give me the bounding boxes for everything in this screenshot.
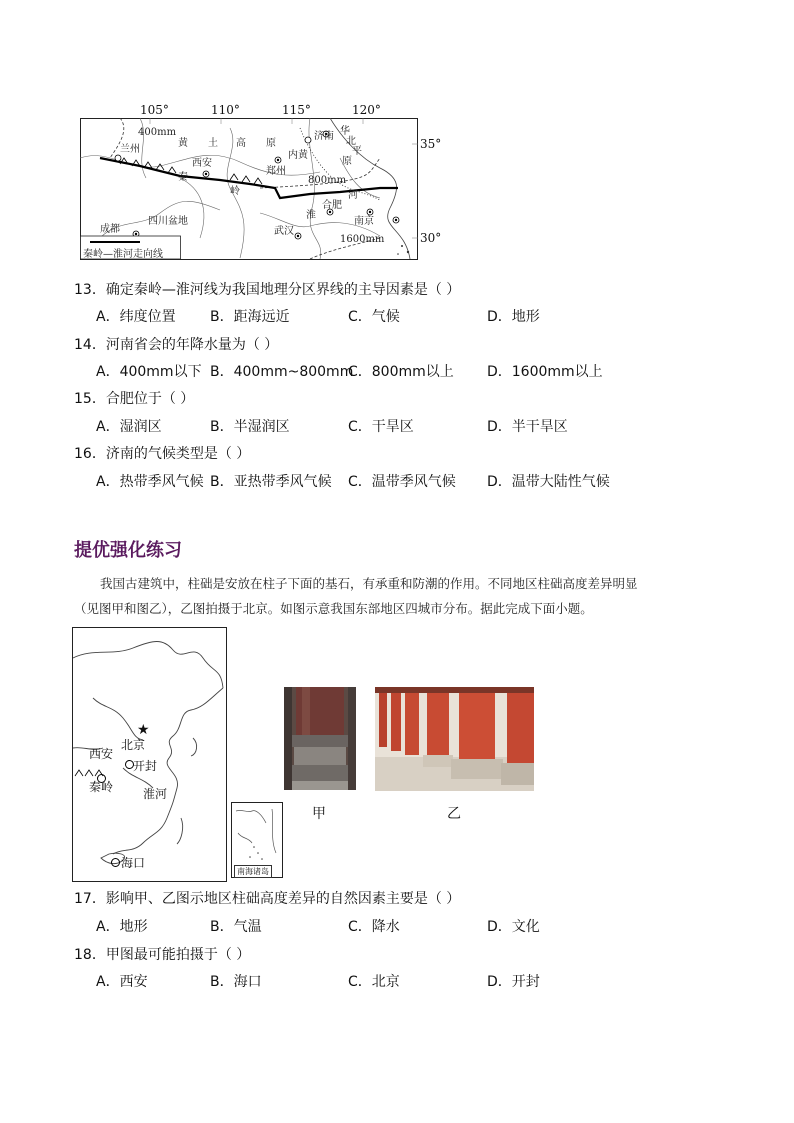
lat-30: 30° [420, 231, 442, 245]
haikou-circle-icon [111, 858, 120, 867]
map1-gao: 高 [236, 138, 246, 149]
map2-kaifeng: 开封 [133, 759, 158, 773]
map2-beijing: 北京 [121, 738, 146, 752]
map1-jinan: 济南 [314, 131, 334, 142]
lon-115: 115° [282, 103, 311, 117]
caption-jia: 甲 [312, 806, 326, 822]
map1-wuhan: 武汉 [274, 226, 294, 237]
q15-option-b[interactable]: B．半湿润区 [210, 419, 290, 435]
photo-yi [375, 687, 534, 791]
passage-line-1: 我国古建筑中，柱础是安放在柱子下面的基石，有承重和防潮的作用。不同地区柱础高度差异明显 [100, 576, 638, 591]
qinling-huaihe-map [70, 100, 450, 268]
map1-nanjing: 南京 [354, 216, 374, 227]
q15-option-a[interactable]: A．湿润区 [96, 419, 162, 435]
q13-option-c[interactable]: C．气候 [348, 309, 400, 325]
map1-iso800: 800mm [308, 175, 347, 186]
map1-qin: 秦 [178, 172, 188, 183]
q14-option-b[interactable]: B．400mm~800mm [210, 364, 354, 380]
lon-105: 105° [140, 103, 169, 117]
map1-hefei: 合肥 [322, 200, 342, 211]
photo-jia [284, 687, 356, 790]
q18-option-b[interactable]: B．海口 [210, 974, 262, 990]
question-16-stem: 16．济南的气候类型是（ ） [74, 446, 251, 462]
map1-chengdu: 成都 [100, 224, 120, 235]
q14-option-a[interactable]: A．400mm以下 [96, 364, 202, 380]
question-18-stem: 18．甲图最可能拍摄于（ ） [74, 947, 251, 963]
map1-he: 河 [348, 190, 358, 201]
q16-option-b[interactable]: B．亚热带季风气候 [210, 474, 332, 490]
star-icon: ★ [137, 722, 150, 738]
q17-option-c[interactable]: C．降水 [348, 919, 400, 935]
map1-ling: 岭 [230, 186, 240, 197]
q13-option-d[interactable]: D．地形 [487, 309, 540, 325]
question-14-stem: 14．河南省会的年降水量为（ ） [74, 337, 279, 353]
map1-huai: 淮 [306, 210, 316, 221]
lon-110: 110° [211, 103, 240, 117]
question-13-stem: 13．确定秦岭—淮河线为我国地理分区界线的主导因素是（ ） [74, 282, 461, 298]
china-east-map [72, 627, 227, 882]
map1-hua: 华 [340, 126, 350, 137]
passage-line-2: （见图甲和图乙），乙图拍摄于北京。如图示意我国东部地区四城市分布。据此完成下面小题。 [74, 601, 593, 616]
section-title: 提优强化练习 [74, 540, 182, 561]
q16-option-a[interactable]: A．热带季风气候 [96, 474, 204, 490]
map1-huang: 黄 [178, 138, 188, 149]
q15-option-c[interactable]: C．干旱区 [348, 419, 414, 435]
question-17-stem: 17．影响甲、乙图示地区柱础高度差异的自然因素主要是（ ） [74, 891, 461, 907]
q18-option-a[interactable]: A．西安 [96, 974, 148, 990]
lat-35: 35° [420, 137, 442, 151]
map1-bei: 北 [346, 136, 356, 147]
map1-yuan: 原 [266, 138, 276, 149]
lon-120: 120° [352, 103, 381, 117]
question-15-stem: 15．合肥位于（ ） [74, 391, 195, 407]
q16-option-d[interactable]: D．温带大陆性气候 [487, 474, 610, 490]
map1-iso400: 400mm [138, 127, 177, 138]
q17-option-a[interactable]: A．地形 [96, 919, 148, 935]
map2-xian: 西安 [89, 747, 114, 761]
map1-legend-label: 秦岭—淮河走向线 [83, 249, 163, 260]
map1-zhengzhou: 郑州 [266, 166, 286, 177]
q17-option-b[interactable]: B．气温 [210, 919, 262, 935]
q15-option-d[interactable]: D．半干旱区 [487, 419, 568, 435]
map1-ping: 平 [352, 146, 362, 157]
q14-option-d[interactable]: D．1600mm以上 [487, 364, 603, 380]
q17-option-d[interactable]: D．文化 [487, 919, 540, 935]
map1-sichuan: 四川盆地 [148, 216, 188, 227]
q16-option-c[interactable]: C．温带季风气候 [348, 474, 456, 490]
q13-option-a[interactable]: A．纬度位置 [96, 309, 176, 325]
map1-iso1600: 1600mm [340, 234, 385, 245]
inset-label: 南海诸岛 [234, 865, 272, 878]
south-sea-inset [231, 802, 283, 878]
map2-huaihe: 淮河 [143, 787, 168, 801]
map1-neihuang: 内黄 [288, 150, 308, 161]
map2-haikou: 海口 [121, 856, 146, 870]
q18-option-c[interactable]: C．北京 [348, 974, 400, 990]
q14-option-c[interactable]: C．800mm以上 [348, 364, 454, 380]
q18-option-d[interactable]: D．开封 [487, 974, 540, 990]
caption-yi: 乙 [447, 806, 461, 822]
map1-lanzhou: 兰州 [120, 144, 140, 155]
map1-yuan2: 原 [342, 156, 352, 167]
map1-xian: 西安 [192, 158, 212, 169]
q13-option-b[interactable]: B．距海远近 [210, 309, 290, 325]
map2-qinling: 秦岭 [89, 780, 114, 794]
map1-tu: 土 [208, 138, 218, 149]
